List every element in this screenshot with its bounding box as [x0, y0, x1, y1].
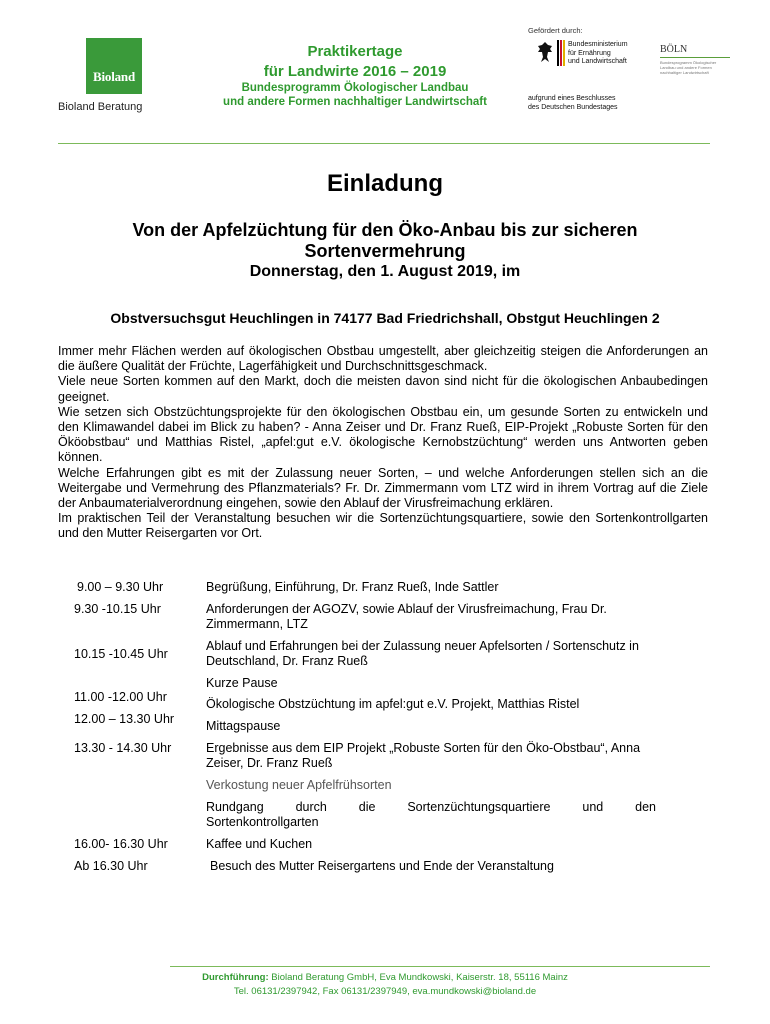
footer-line1: [0, 971, 770, 985]
funded-by-label: Gefördert durch:: [528, 26, 583, 35]
body-paragraph: Viele neue Sorten kommen auf den Markt, doch die meisten davon sind nicht für die ökologischen Anbaubedingen geeignet.: [58, 374, 708, 404]
ministry-line2: für Ernährung: [568, 49, 611, 57]
event-subtitle: Von der Apfelzüchtung für den Öko-Anbau bis zur sicheren Sortenvermehrung: [132, 220, 638, 261]
header-subtitle-line2: und andere Formen nachhaltiger Landwirtschaft: [223, 96, 487, 108]
footer: [0, 971, 770, 999]
schedule-time: 9.30 -10.15 Uhr: [74, 602, 161, 616]
schedule-item: Besuch des Mutter Reisergartens und Ende der Veranstaltung: [210, 859, 554, 873]
header-title: [200, 42, 510, 82]
boeln-logo: BÖLN: [660, 44, 688, 55]
schedule-time: 9.00 – 9.30 Uhr: [77, 580, 164, 594]
schedule-item: Ökologische Obstzüchtung im apfel:gut e.V. Projekt, Matthias Ristel: [206, 697, 580, 711]
schedule-time: Ab 16.30 Uhr: [74, 859, 148, 873]
schedule-item: Rundgang durch die Sortenzüchtungsquartiere und den: [206, 800, 656, 814]
footer-address: Bioland Beratung GmbH, Eva Mundkowski, Kaiserstr. 18, 55116 Mainz: [271, 972, 568, 983]
body-paragraph: Welche Erfahrungen gibt es mit der Zulassung neuer Sorten, – und welche Anforderungen stellen sich an die Weitergabe und Vermehrung des Pflanzmaterials? Fr. Dr. Zimmermann vom LTZ wird in ihrem Vortrag auf die Ziele der Anbaumaterialverordnung eingehen, sowie den Ablauf der Virusfreimachung erklären.: [58, 465, 708, 511]
schedule-item: Mittagspause: [206, 719, 281, 733]
invitation-body: [58, 344, 708, 542]
schedule-item: Sortenkontrollgarten: [206, 815, 319, 829]
page-title: Einladung: [327, 170, 443, 197]
bioland-logo: [86, 38, 142, 94]
event-date: Donnerstag, den 1. August 2019, im: [249, 263, 521, 280]
resolution-line1: aufgrund eines Beschlusses: [528, 95, 616, 102]
bioland-logo-word: Bioland: [93, 69, 135, 84]
schedule-time: 16.00- 16.30 Uhr: [74, 837, 168, 851]
ministry-line3: und Landwirtschaft: [568, 58, 627, 65]
ministry-line1: Bundesministerium: [568, 41, 628, 48]
schedule-item: Ablauf und Erfahrungen bei der Zulassung neuer Apfelsorten / Sortenschutz in Deutschland, Dr. Franz Rueß: [206, 639, 639, 668]
flag-stripe-gold: [563, 40, 565, 66]
schedule-item: Ergebnisse aus dem EIP Projekt „Robuste Sorten für den Öko-Obstbau“, Anna Zeiser, Dr. Franz Rueß: [206, 741, 641, 770]
header-title-line2: für Landwirte 2016 – 2019: [263, 63, 447, 80]
resolution-line2: des Deutschen Bundestages: [528, 103, 618, 111]
schedule-item: Anforderungen der AGOZV, sowie Ablauf der Virusfreimachung, Frau Dr. Zimmermann, LTZ: [206, 602, 607, 631]
footer-label: Durchführung:: [202, 972, 269, 983]
schedule-time: 12.00 – 13.30 Uhr: [74, 712, 175, 726]
header-divider: [58, 143, 710, 144]
footer-contact: Tel. 06131/2397942, Fax 06131/2397949, eva.mundkowski@bioland.de: [233, 986, 537, 997]
schedule-time: 13.30 - 14.30 Uhr: [74, 741, 172, 755]
federal-eagle-icon: [536, 40, 554, 64]
boeln-subtext: Bundesprogramm Ökologischer Landbau und andere Formen nachhaltiger Landwirtschaft: [660, 60, 717, 75]
ministry-name: [568, 41, 628, 67]
schedule-item: Begrüßung, Einführung, Dr. Franz Rueß, Inde Sattler: [206, 580, 499, 594]
header-title-line1: Praktikertage: [307, 43, 403, 60]
logo-caption: Bioland Beratung: [58, 101, 143, 113]
footer-divider: [170, 966, 710, 967]
body-paragraph: Immer mehr Flächen werden auf ökologischen Obstbau umgestellt, aber gleichzeitig steigen die Anforderungen an die äußere Qualität der Früchte, Lagerfähigkeit und Durchschnittsgeschmack.: [58, 344, 708, 374]
schedule-item: Verkostung neuer Apfelfrühsorten: [206, 778, 392, 792]
flag-stripe-black: [557, 40, 559, 66]
schedule-item: Kurze Pause: [206, 676, 278, 690]
schedule-time: 11.00 -12.00 Uhr: [74, 690, 167, 704]
bundestag-resolution: [528, 95, 618, 112]
body-paragraph: Wie setzen sich Obstzüchtungsprojekte für den ökologischen Obstbau ein, um gesunde Sorten zu entwickeln und den Klimawandel dabei im Blick zu haben? - Anna Zeiser und Dr. Franz Rueß, EIP-Projekt „Robuste Sorten für den Ököobstbau“ und Matthias Ristel, „apfel:gut e.V. ökologische Kernobstzüchtung“ werden uns Antworten geben können.: [58, 404, 708, 465]
header-subtitle-line1: Bundesprogramm Ökologischer Landbau: [241, 82, 469, 94]
header-subtitle: [200, 81, 510, 109]
event-location: Obstversuchsgut Heuchlingen in 74177 Bad Friedrichshall, Obstgut Heuchlingen 2: [110, 310, 660, 326]
schedule-time: 10.15 -10.45 Uhr: [74, 647, 168, 661]
flag-stripe-red: [560, 40, 562, 66]
body-paragraph: Im praktischen Teil der Veranstaltung besuchen wir die Sortenzüchtungsquartiere, sowie den Sortenkontrollgarten und den Mutter Reisergarten vor Ort.: [58, 511, 708, 541]
schedule-item: Kaffee und Kuchen: [206, 837, 313, 851]
boeln-divider: [660, 57, 730, 58]
